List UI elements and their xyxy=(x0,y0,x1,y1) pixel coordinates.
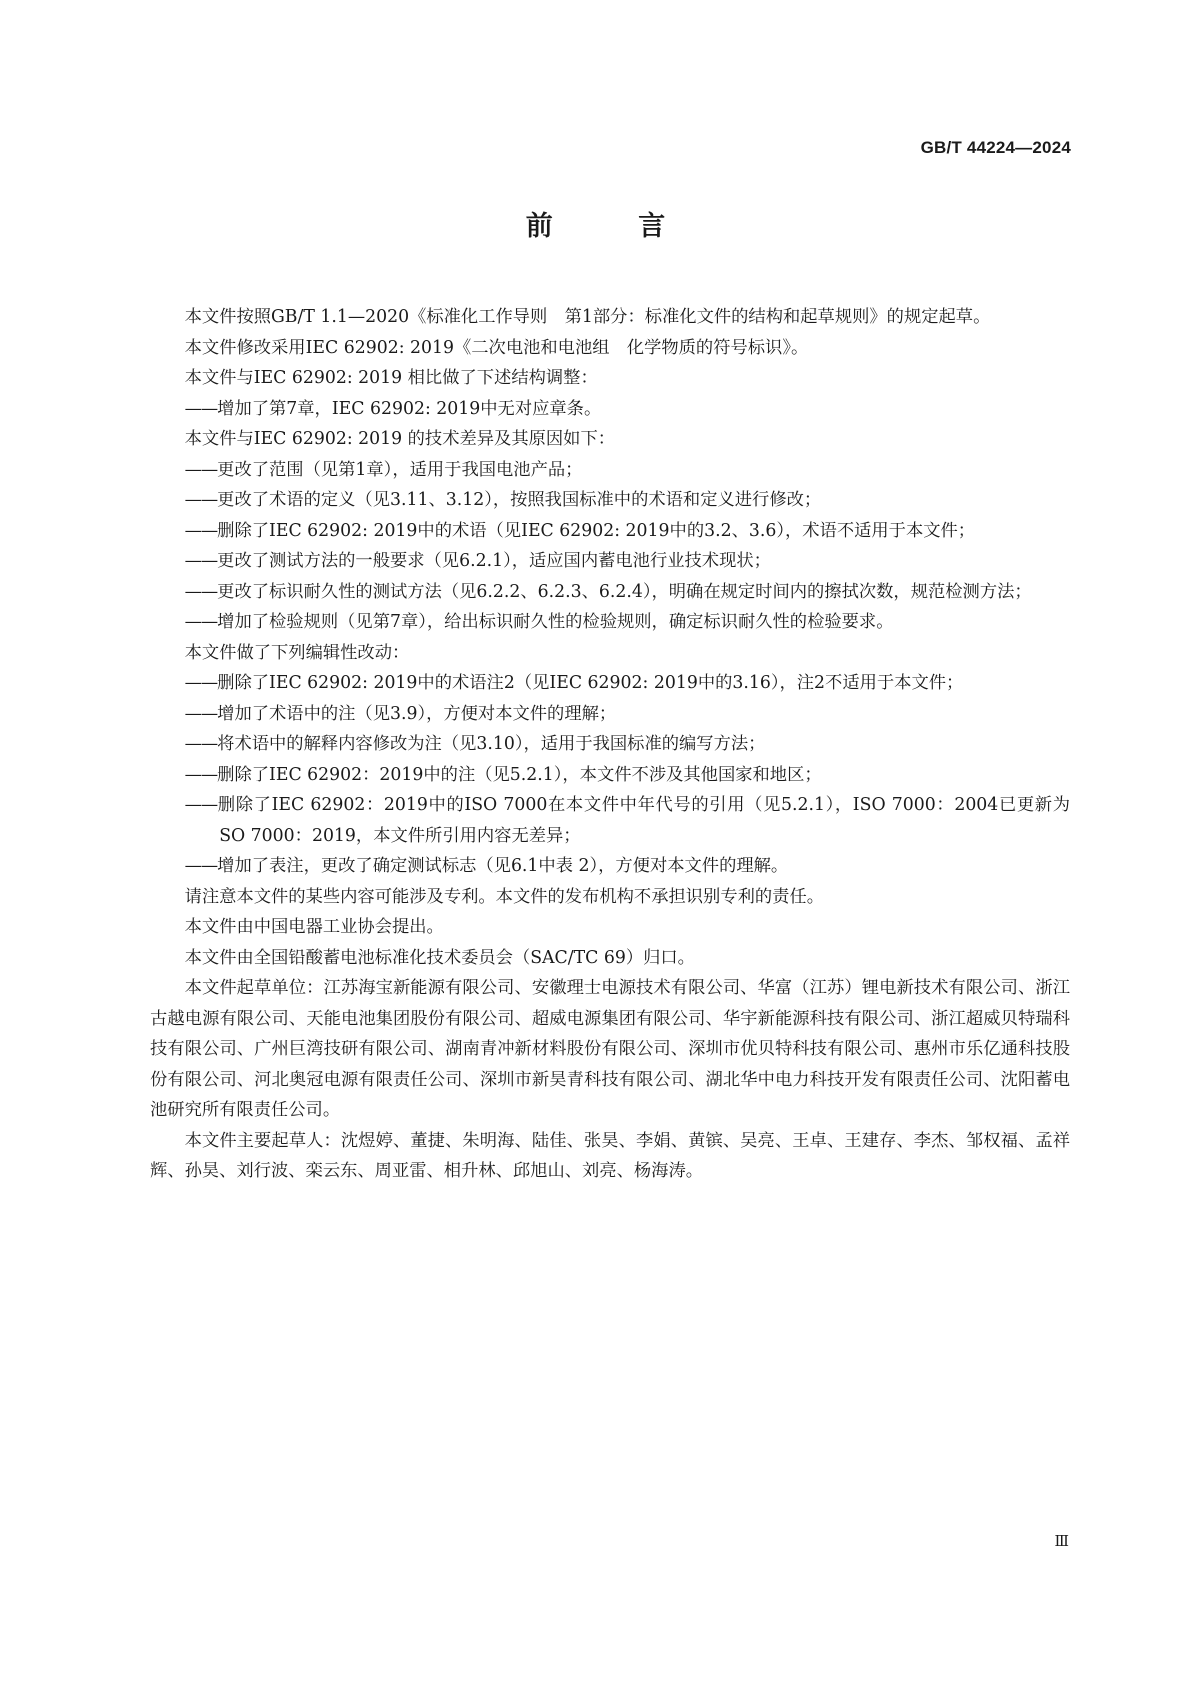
item-dash: —— xyxy=(184,581,218,602)
paragraph: 本文件由全国铅酸蓄电池标准化技术委员会（SAC/TC 69）归口。 xyxy=(184,947,695,968)
list-item-text: 增加了检验规则（见第7章），给出标识耐久性的检验规则，确定标识耐久性的检验要求。 xyxy=(217,612,894,632)
item-dash: —— xyxy=(184,490,218,510)
paragraph: 本文件修改采用IEC 62902: 2019《二次电池和电池组 化学物质的符号标识》。 xyxy=(184,337,809,358)
paragraph: 本文件由中国电器工业协会提出。 xyxy=(184,917,444,937)
item-dash: —— xyxy=(184,551,218,571)
list-item-text: 删除了IEC 62902: 2019中的术语注2（见IEC 62902: 2019中的3.16），注2不适用于本文件； xyxy=(217,673,964,693)
item-dash: —— xyxy=(184,795,218,815)
list-item xyxy=(185,729,1070,760)
list-item xyxy=(185,455,1070,486)
paragraph: 本文件主要起草人：沈煜婷、董捷、朱明海、陆佳、张昊、李娟、黄镔、吴亮、王卓、王建存、李杰、邹权福、孟祥辉、孙昊、刘行波、栾云东、周亚雷、相升林、邱旭山、刘亮、杨海涛。 xyxy=(150,1130,1070,1181)
item-dash: —— xyxy=(184,856,218,876)
list-item xyxy=(185,760,1070,791)
paragraph: 本文件按照GB/T 1.1—2020《标准化工作导则 第1部分：标准化文件的结构和起草规则》的规定起草。 xyxy=(184,307,991,327)
list-item xyxy=(185,394,1070,425)
list-item xyxy=(185,546,1070,577)
list-item xyxy=(185,668,1070,699)
list-item-text: 增加了术语中的注（见3.9），方便对本文件的理解； xyxy=(217,703,617,724)
standard-code: GB/T 44224—2024 xyxy=(920,138,1071,157)
paragraph: 本文件做了下列编辑性改动： xyxy=(184,642,410,663)
item-dash: —— xyxy=(184,612,218,632)
item-dash: —— xyxy=(184,764,218,785)
list-item-text: 增加了第7章，IEC 62902: 2019中无对应章条。 xyxy=(217,398,602,419)
item-dash: —— xyxy=(184,459,218,480)
page-number: Ⅲ xyxy=(1054,1532,1069,1550)
list-item xyxy=(185,607,1070,638)
item-dash: —— xyxy=(184,703,218,724)
paragraph: 本文件起草单位：江苏海宝新能源有限公司、安徽理士电源技术有限公司、华富（江苏）锂电新技术有限公司、浙江古越电源有限公司、天能电池集团股份有限公司、超威电源集团有限公司、华宇新能源科技有限公司、浙江超威贝特瑞科技有限公司、广州巨湾技研有限公司、湖南青冲新材料股份有限公司、深圳市优贝特科技有限公司、惠州市乐亿通科技股份有限公司、河北奥冠电源有限责任公司、深圳市新昊青科技有限公司、湖北华中电力科技开发有限责任公司、沈阳蓄电池研究所有限责任公司。 xyxy=(150,978,1070,1120)
list-item-text: 更改了范围（见第1章），适用于我国电池产品； xyxy=(217,459,583,480)
item-dash: —— xyxy=(184,520,218,541)
item-dash: —— xyxy=(184,673,218,693)
list-item xyxy=(185,516,1070,547)
document-body xyxy=(150,302,1070,1187)
paragraph: 请注意本文件的某些内容可能涉及专利。本文件的发布机构不承担识别专利的责任。 xyxy=(184,886,825,907)
item-dash: —— xyxy=(184,734,218,754)
item-dash: —— xyxy=(184,398,218,419)
page-title: 前 言 xyxy=(525,211,704,242)
list-item-text: 删除了IEC 62902：2019中的ISO 7000在本文件中年代号的引用（见5.2.1），ISO 7000：2004已更新为SO 7000：2019，本文件所引用内容无差异； xyxy=(217,795,1070,846)
list-item xyxy=(185,699,1070,730)
paragraph: 本文件与IEC 62902: 2019 的技术差异及其原因如下： xyxy=(184,429,616,449)
list-item xyxy=(185,577,1070,608)
list-item-text: 更改了测试方法的一般要求（见6.2.1），适应国内蓄电池行业技术现状； xyxy=(217,551,771,571)
list-item xyxy=(185,851,1070,882)
list-item-text: 删除了IEC 62902: 2019中的术语（见IEC 62902: 2019中的3.2、3.6），术语不适用于本文件； xyxy=(217,520,976,541)
list-item-text: 将术语中的解释内容修改为注（见3.10），适用于我国标准的编写方法； xyxy=(217,734,766,754)
list-item-text: 删除了IEC 62902：2019中的注（见5.2.1），本文件不涉及其他国家和地区； xyxy=(217,764,822,785)
list-item xyxy=(185,790,1070,851)
list-item-text: 更改了标识耐久性的测试方法（见6.2.2、6.2.3、6.2.4），明确在规定时间内的擦拭次数，规范检测方法； xyxy=(217,581,1032,602)
list-item xyxy=(185,485,1070,516)
list-item-text: 增加了表注，更改了确定测试标志（见6.1中表 2），方便对本文件的理解。 xyxy=(217,856,789,876)
paragraph: 本文件与IEC 62902: 2019 相比做了下述结构调整： xyxy=(184,368,598,388)
list-item-text: 更改了术语的定义（见3.11、3.12），按照我国标准中的术语和定义进行修改； xyxy=(217,490,822,510)
